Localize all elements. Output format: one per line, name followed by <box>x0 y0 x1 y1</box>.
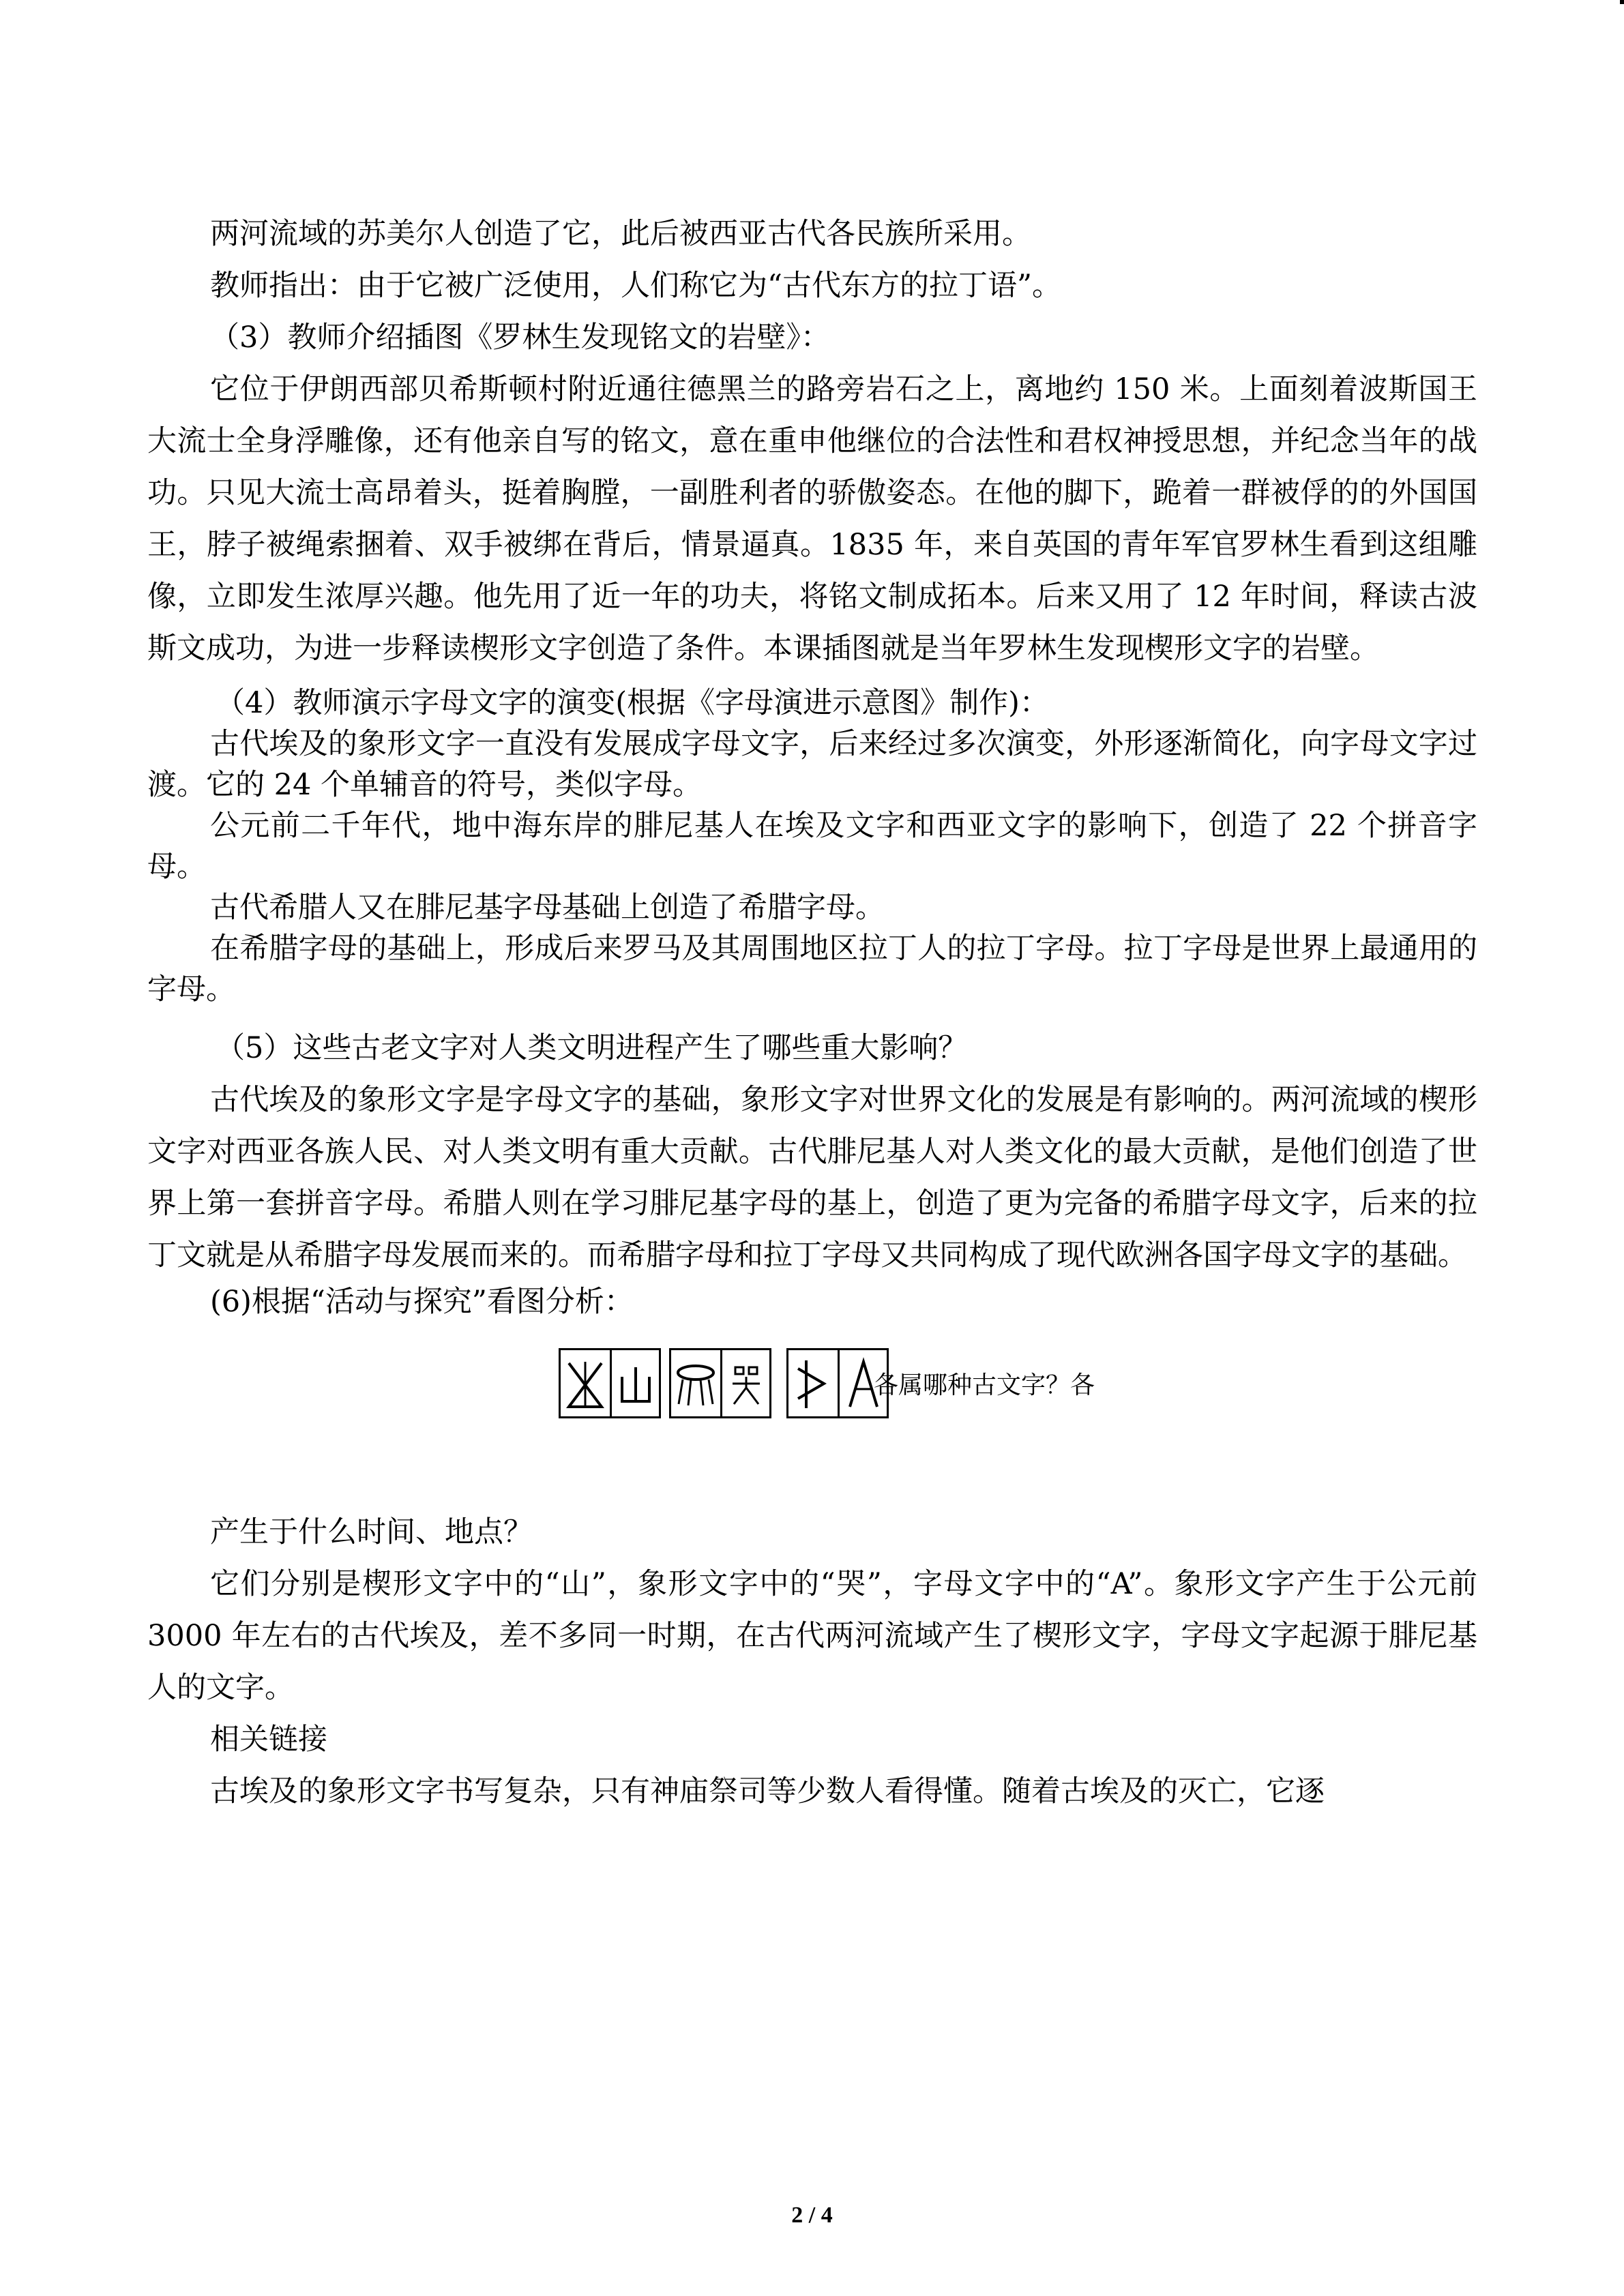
cuneiform-mountain-icon <box>561 1350 610 1416</box>
paragraph-sumerians: 两河流域的苏美尔人创造了它，此后被西亚古代各民族所采用。 <box>210 217 1031 251</box>
paragraph-phoenician: 公元前二千年代，地中海东岸的腓尼基人在埃及文字和西亚文字的影响下，创造了 22 个拼音字母。 <box>147 809 1477 884</box>
cuneiform-glyph-box <box>559 1348 661 1418</box>
ancient-scripts-figure <box>147 1322 1477 1431</box>
paragraph-teacher-note: 教师指出：由于它被广泛使用，人们称它为“古代东方的拉丁语”。 <box>210 269 1061 303</box>
document-body <box>147 208 1477 1817</box>
paragraph-time-place: 产生于什么时间、地点？ <box>210 1515 533 1549</box>
pictograph-weep-icon <box>671 1350 720 1416</box>
heading-section-5: （5）这些古老文字对人类文明进程产生了哪些重大影响？ <box>216 1031 968 1065</box>
paragraph-greek: 古代希腊人又在腓尼基字母基础上创造了希腊字母。 <box>210 891 885 925</box>
heading-section-4: （4）教师演示字母文字的演变(根据《字母演进示意图》制作)： <box>216 686 1049 720</box>
paragraph-answer: 它们分别是楔形文字中的“山”，象形文字中的“哭”，字母文字中的“A”。象形文字产生于公元前 3000 年左右的古代埃及，差不多同一时期，在古代两河流域产生了楔形文字，字母文字起源于腓尼基人的文字。 <box>147 1567 1477 1705</box>
weep-character-icon <box>720 1350 769 1416</box>
paragraph-latin: 在希腊字母的基础上，形成后来罗马及其周围地区拉丁人的拉丁字母。拉丁字母是世界上最通用的字母。 <box>147 931 1477 1007</box>
paragraph-behistun: 它位于伊朗西部贝希斯顿村附近通往德黑兰的路旁岩石之上，离地约 150 米。上面刻着波斯国王大流士全身浮雕像，还有他亲自写的铭文，意在重申他继位的合法性和君权神授思想，并纪念当年的战功。只见大流士高昂着头，挺着胸膛，一副胜利者的骄傲姿态。在他的脚下，跪着一群被俘的的外国国王，脖子被绳索捆着、双手被绑在背后，情景逼真。1835 年，来自英国的青年军官罗林生看到这组雕像，立即发生浓厚兴趣。他先用了近一年的功夫，将铭文制成拓本。后来又用了 12 年时间，释读古波斯文成功，为进一步释读楔形文字创造了条件。本课插图就是当年罗林生发现楔形文字的岩壁。 <box>147 372 1477 666</box>
mountain-character-icon <box>610 1350 659 1416</box>
paragraph-influence: 古代埃及的象形文字是字母文字的基础，象形文字对世界文化的发展是有影响的。两河流域的楔形文字对西亚各族人民、对人类文明有重大贡献。古代腓尼基人对人类文化的最大贡献，是他们创造了世界上第一套拼音字母。希腊人则在学习腓尼基字母的基上，创造了更为完备的希腊字母文字，后来的拉丁文就是从希腊字母发展而来的。而希腊字母和拉丁字母又共同构成了现代欧洲各国字母文字的基础。 <box>147 1083 1477 1272</box>
page-number: 2 / 4 <box>791 2203 833 2228</box>
corner-mark <box>1620 0 1624 4</box>
paragraph-related: 古埃及的象形文字书写复杂，只有神庙祭司等少数人看得懂。随着古埃及的灭亡，它逐 <box>210 1774 1325 1808</box>
heading-section-3: （3）教师介绍插图《罗林生发现铭文的岩壁》： <box>210 320 830 355</box>
figure-question: 各属哪种古文字？各 <box>874 1371 1095 1399</box>
alphabet-variant-icon <box>788 1350 838 1416</box>
heading-related-links: 相关链接 <box>210 1723 327 1757</box>
pictograph-glyph-box <box>669 1348 771 1418</box>
heading-section-6: (6)根据“活动与探究”看图分析： <box>210 1285 634 1319</box>
paragraph-egypt-alphabet: 古代埃及的象形文字一直没有发展成字母文字，后来经过多次演变，外形逐渐简化，向字母文字过渡。它的 24 个单辅音的符号，类似字母。 <box>147 727 1477 802</box>
